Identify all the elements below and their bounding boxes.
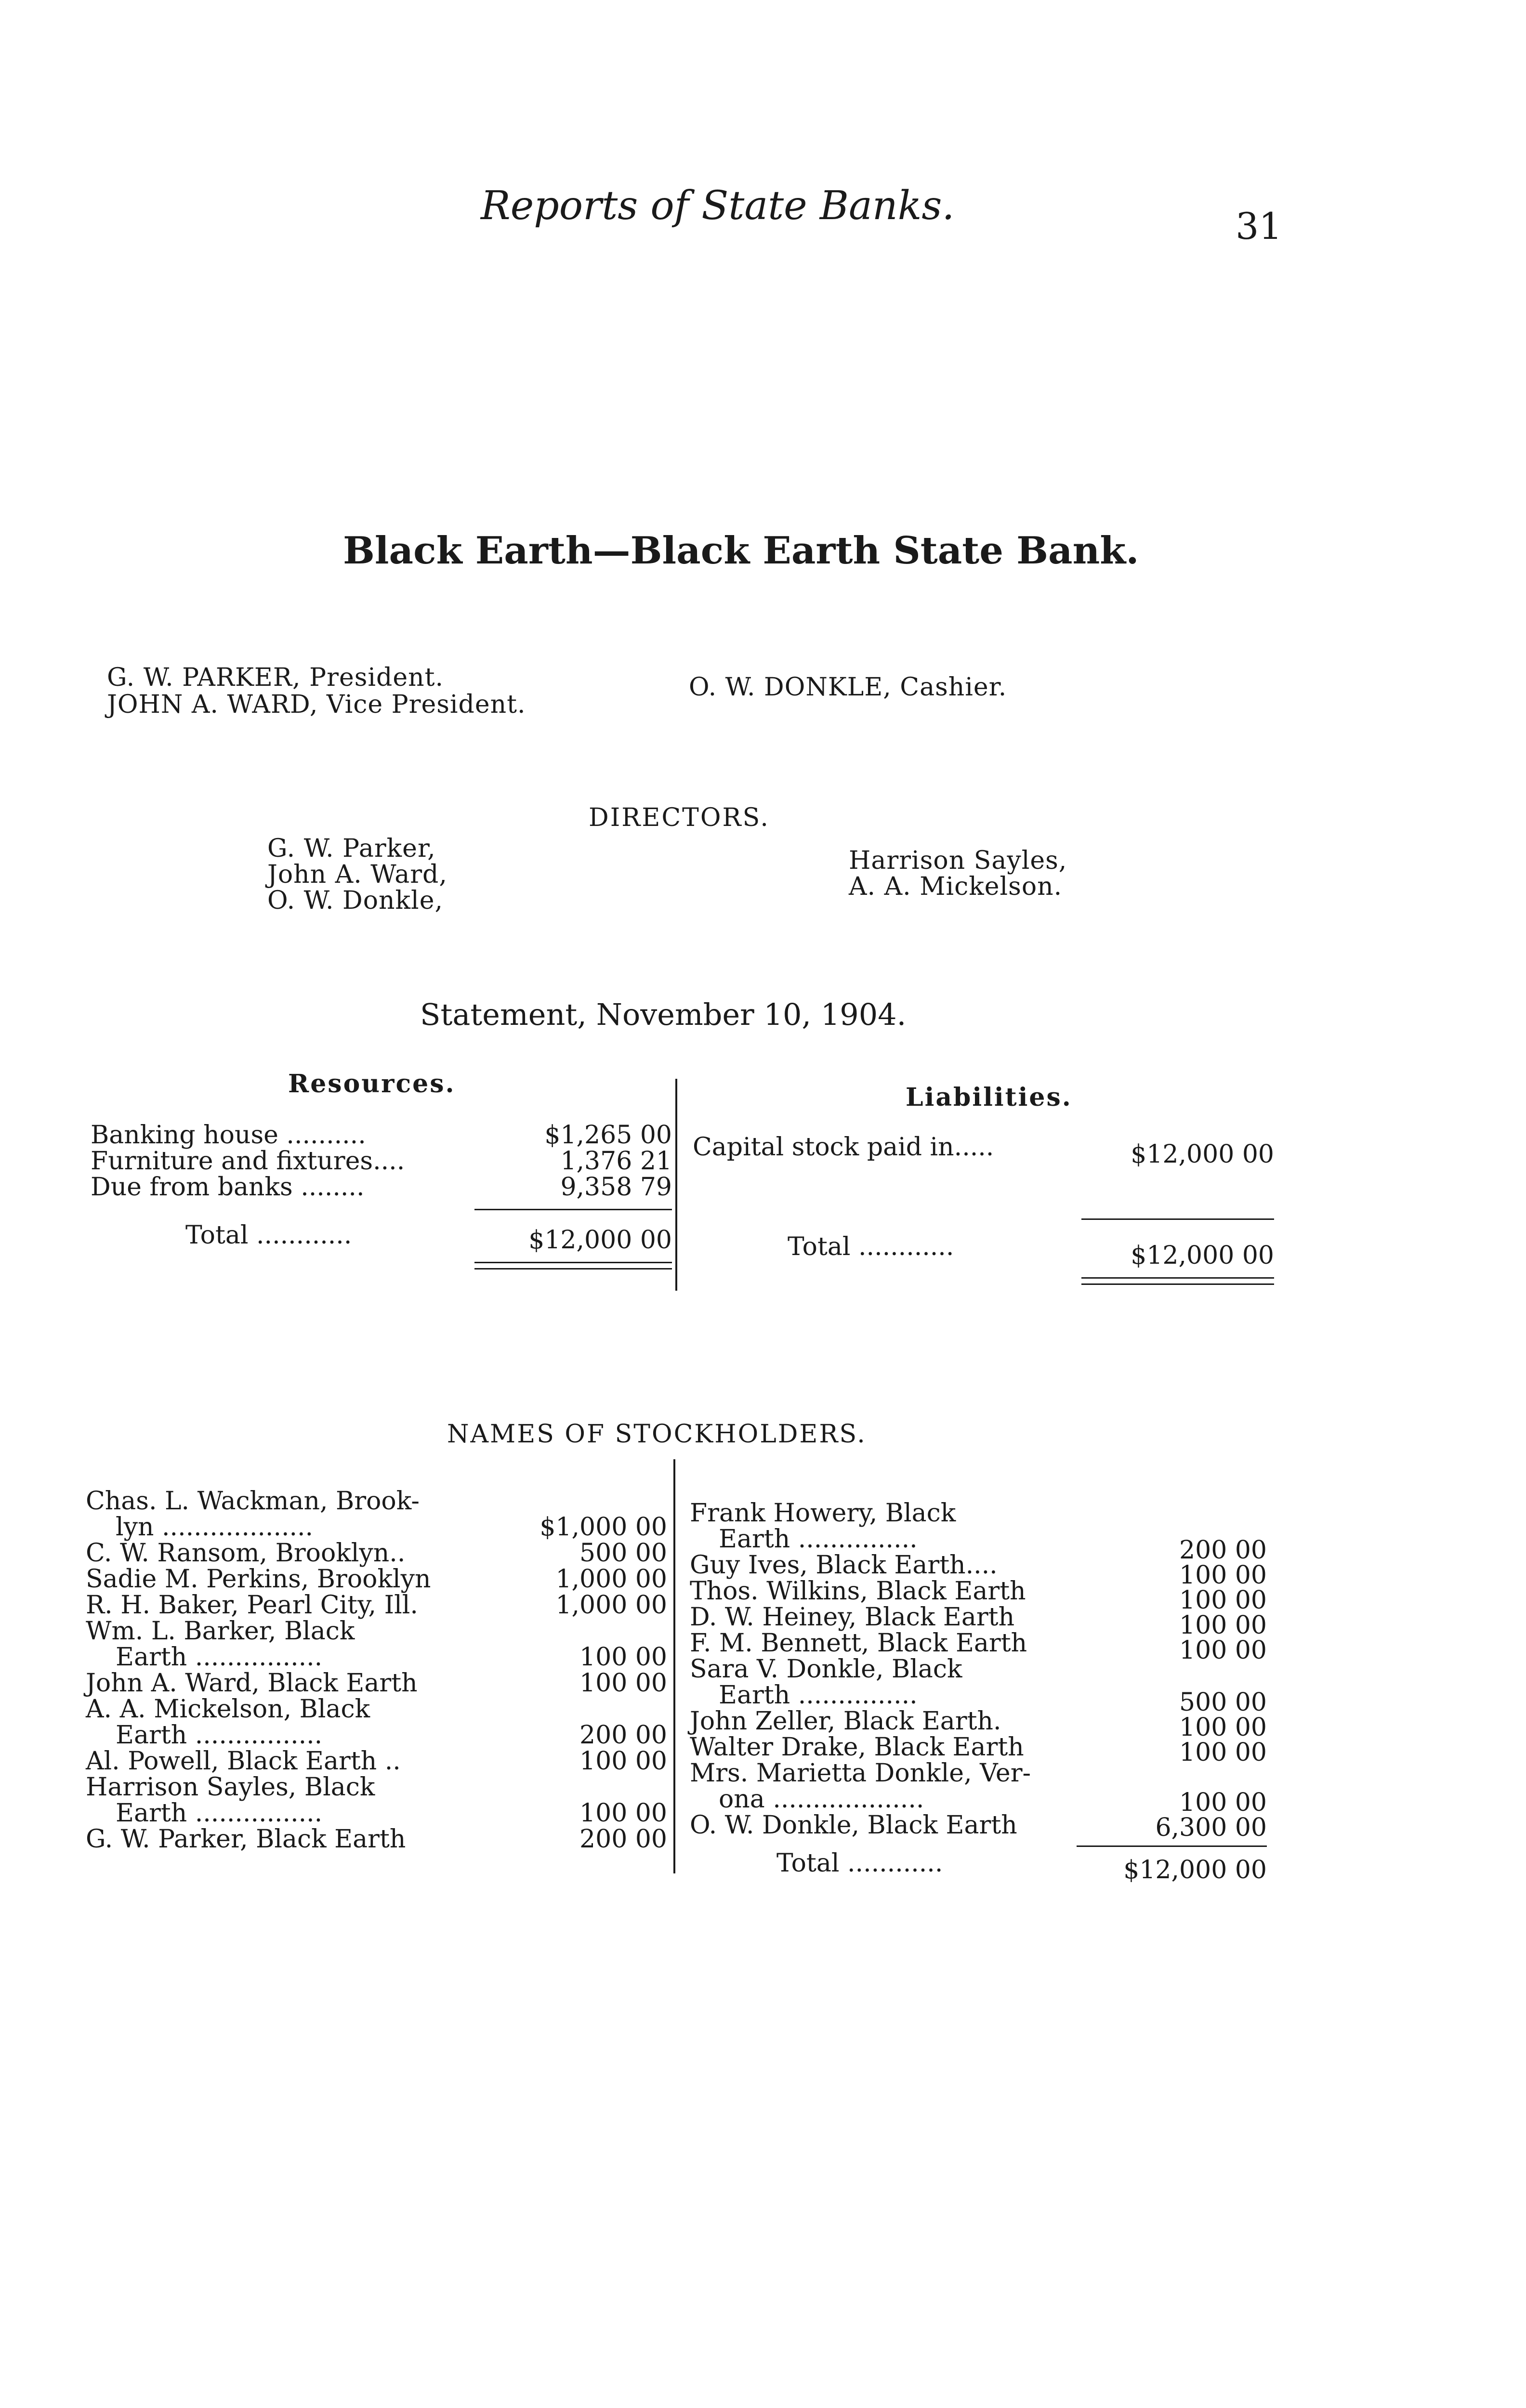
stockholder-name: Frank Howery, Black	[690, 1499, 956, 1528]
stockholder-amount: 1,000 00	[555, 1565, 667, 1594]
stockholder-amount: 200 00	[1179, 1536, 1267, 1565]
stockholder-name: Harrison Sayles, Black	[86, 1773, 375, 1802]
stockholder-amount: $1,000 00	[539, 1513, 667, 1542]
director-name: O. W. Donkle,	[267, 886, 443, 915]
bank-title: Black Earth—Black Earth State Bank.	[343, 529, 1139, 573]
resources-total: $12,000 00	[528, 1226, 672, 1255]
stockholder-name: Mrs. Marietta Donkle, Ver-	[690, 1759, 1031, 1788]
stockholder-name-cont: Earth ................	[116, 1799, 323, 1828]
stockholder-name: Wm. L. Barker, Black	[86, 1617, 355, 1646]
stockholder-amount: 500 00	[1179, 1688, 1267, 1717]
resources-total-rule	[474, 1209, 672, 1210]
liability-amount: $12,000 00	[1131, 1140, 1274, 1169]
stockholder-name: R. H. Baker, Pearl City, Ill.	[86, 1591, 418, 1620]
stockholders-total-rule	[1077, 1845, 1267, 1847]
stockholder-name-cont: lyn ...................	[116, 1513, 314, 1542]
officer-cashier: O. W. DONKLE, Cashier.	[689, 673, 1007, 702]
stockholder-amount: 100 00	[1179, 1586, 1267, 1615]
stockholder-name-cont: Earth ...............	[719, 1525, 918, 1554]
stockholder-name: Walter Drake, Black Earth	[690, 1733, 1024, 1762]
stockholder-amount: 500 00	[579, 1539, 667, 1568]
stockholders-heading: NAMES OF STOCKHOLDERS.	[447, 1420, 867, 1449]
liabilities-total-rule	[1081, 1218, 1274, 1220]
stockholder-amount: 100 00	[1179, 1738, 1267, 1767]
resources-total-double-rule	[474, 1262, 672, 1269]
liabilities-total-label: Total ............	[788, 1232, 954, 1261]
stockholder-name: G. W. Parker, Black Earth	[86, 1825, 406, 1854]
resource-label: Due from banks ........	[91, 1173, 365, 1202]
stockholder-amount: 200 00	[579, 1825, 667, 1854]
director-name: G. W. Parker,	[267, 834, 436, 863]
stockholders-total: $12,000 00	[1123, 1856, 1267, 1885]
stockholder-name: Sadie M. Perkins, Brooklyn	[86, 1565, 431, 1594]
stockholders-total-label: Total ............	[776, 1849, 943, 1878]
directors-heading: DIRECTORS.	[589, 803, 770, 832]
liability-label: Capital stock paid in.....	[693, 1133, 994, 1162]
stockholder-name: A. A. Mickelson, Black	[86, 1695, 370, 1724]
resource-label: Banking house ..........	[91, 1121, 366, 1150]
stockholder-name: F. M. Bennett, Black Earth	[690, 1629, 1027, 1658]
director-name: A. A. Mickelson.	[849, 872, 1063, 901]
page-number: 31	[1236, 205, 1282, 248]
resource-label: Furniture and fixtures....	[91, 1147, 405, 1176]
stockholder-amount: 100 00	[579, 1799, 667, 1828]
liabilities-heading: Liabilities.	[906, 1083, 1072, 1112]
director-name: Harrison Sayles,	[849, 846, 1067, 875]
stockholder-name: Al. Powell, Black Earth ..	[86, 1747, 401, 1776]
stockholder-amount: 100 00	[1179, 1636, 1267, 1665]
resources-heading: Resources.	[288, 1069, 456, 1099]
stockholder-name: Guy Ives, Black Earth....	[690, 1551, 998, 1580]
resource-amount: 9,358 79	[560, 1173, 672, 1202]
stockholder-name: Chas. L. Wackman, Brook-	[86, 1487, 420, 1516]
stockholder-name: John Zeller, Black Earth.	[690, 1707, 1001, 1736]
stockholder-amount: 100 00	[1179, 1561, 1267, 1590]
directors-right-list	[849, 848, 1067, 900]
officer-vice-president: JOHN A. WARD, Vice President.	[107, 690, 526, 719]
statement-column-divider	[675, 1079, 677, 1291]
stockholder-amount: 100 00	[579, 1747, 667, 1776]
running-title: Reports of State Banks.	[481, 183, 955, 229]
stockholders-column-divider	[673, 1459, 675, 1873]
stockholder-name-cont: Earth ...............	[719, 1681, 918, 1710]
stockholder-name-cont: Earth ................	[116, 1721, 323, 1750]
liabilities-total: $12,000 00	[1131, 1241, 1274, 1270]
stockholder-name: Thos. Wilkins, Black Earth	[690, 1577, 1026, 1606]
liabilities-total-double-rule	[1081, 1277, 1274, 1285]
stockholder-amount: 100 00	[1179, 1713, 1267, 1742]
stockholder-amount: 100 00	[579, 1669, 667, 1698]
stockholder-name-cont: ona ...................	[719, 1785, 924, 1814]
stockholder-name: C. W. Ransom, Brooklyn..	[86, 1539, 406, 1568]
resource-amount: $1,265 00	[544, 1121, 672, 1150]
stockholder-name: O. W. Donkle, Black Earth	[690, 1811, 1017, 1840]
director-name: John A. Ward,	[267, 860, 447, 889]
resources-total-label: Total ............	[185, 1221, 352, 1250]
officer-president: G. W. PARKER, President.	[107, 663, 444, 692]
stockholder-amount: 1,000 00	[555, 1591, 667, 1620]
stockholder-amount: 100 00	[1179, 1788, 1267, 1817]
statement-title: Statement, November 10, 1904.	[420, 997, 907, 1032]
directors-left-list	[267, 836, 447, 914]
stockholder-amount: 200 00	[579, 1721, 667, 1750]
stockholder-name-cont: Earth ................	[116, 1643, 323, 1672]
resource-amount: 1,376 21	[560, 1147, 672, 1176]
stockholder-amount: 100 00	[1179, 1611, 1267, 1640]
stockholder-name: D. W. Heiney, Black Earth	[690, 1603, 1015, 1632]
stockholder-name: John A. Ward, Black Earth	[86, 1669, 418, 1698]
stockholder-amount: 6,300 00	[1155, 1813, 1267, 1842]
stockholder-name: Sara V. Donkle, Black	[690, 1655, 962, 1684]
stockholder-amount: 100 00	[579, 1643, 667, 1672]
